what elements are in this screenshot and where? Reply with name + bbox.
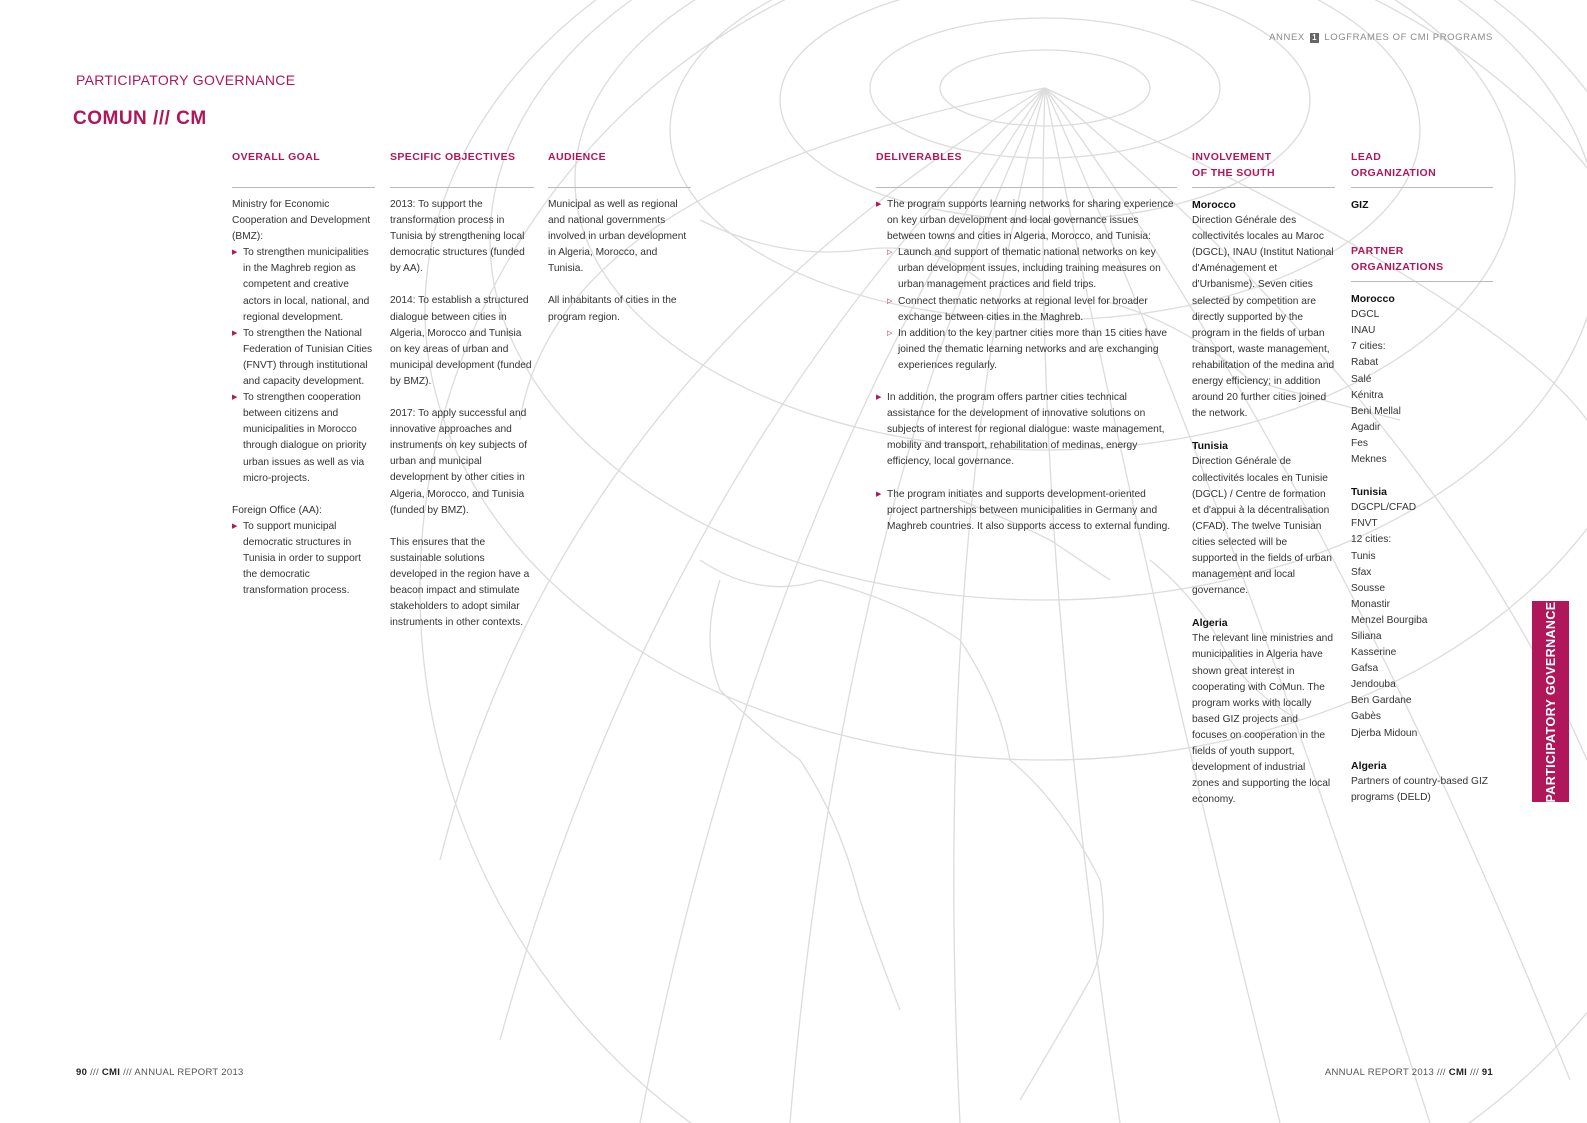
partner-heading [1351, 243, 1493, 275]
partner-country-tunisia: Tunisia [1351, 486, 1387, 499]
footer-text-right: ANNUAL REPORT 2013 [1324, 1067, 1435, 1078]
column-rule [232, 187, 375, 188]
overall-goal-column [232, 149, 375, 599]
lead-heading-line2: ORGANIZATION [1351, 167, 1437, 179]
annex-header [1269, 32, 1493, 43]
list-item: ▶ To strengthen cooperation between citizens and municipalities in Morocco through dialogue on priority urban issues as well as via micro-projects. [232, 390, 375, 487]
partner-country-algeria: Algeria [1351, 759, 1387, 772]
column-rule [1351, 281, 1493, 282]
audience-heading: AUDIENCE [548, 151, 607, 163]
deliverables-sublist [887, 245, 1177, 374]
deliverables-column [876, 149, 1177, 535]
partner-country-morocco: Morocco [1351, 293, 1395, 306]
footer-left-folio: 90 /// CMI /// ANNUAL REPORT 2013 [76, 1067, 244, 1078]
list-item: Fes [1351, 437, 1368, 449]
partner-list-morocco [1351, 307, 1493, 468]
deliverables-list [876, 197, 1177, 374]
list-item: ▶ The program initiates and supports development-oriented project partnerships between municipalities in Germany and Maghreb countries. It also supports access to external funding. [876, 487, 1177, 535]
list-item: ▶ To strengthen the National Federation of Tunisian Cities (FNVT) through institutional and capacity development. [232, 326, 375, 390]
column-rule [548, 187, 691, 188]
country-label-morocco: Morocco [1192, 199, 1236, 211]
objective-paragraph: This ensures that the sustainable solutions developed in the region have a beacon impact and stimulate stakeholders to adopt similar instruments in other contexts. [390, 536, 530, 629]
objective-paragraph: 2017: To apply successful and innovative approaches and instruments on key subjects of urban and municipal development by other cities in Algeria, Morocco, and Tunisia (funded by BMZ). [390, 408, 528, 516]
sub-list-item: ▷ Connect thematic networks at regional level for broader exchange between cities in the Maghreb. [887, 294, 1177, 326]
footer-brand-left: CMI [101, 1067, 121, 1078]
specific-objectives-column [390, 149, 534, 647]
involvement-heading [1192, 149, 1335, 181]
overall-goal-intro: Ministry for Economic Cooperation and Development (BMZ): [232, 199, 371, 243]
country-text-tunisia: Direction Générale de collectivités locales en Tunisie (DGCL) / Centre de formation et d'appui à la décentralisation (CFAD). The twelve Tunisian cities selected will be supported in the fields of urban management and local governance. [1192, 456, 1332, 597]
list-item: Gabès [1351, 711, 1382, 723]
list-item: DGCPL/CFAD [1351, 502, 1417, 514]
section-label: PARTICIPATORY GOVERNANCE [76, 72, 296, 88]
column-rule [876, 187, 1177, 188]
list-item: Kénitra [1351, 389, 1384, 401]
country-label-tunisia: Tunisia [1192, 440, 1228, 453]
list-item: Rabat [1351, 357, 1379, 369]
deliverables-list-3 [876, 487, 1177, 535]
list-item: DGCL [1351, 309, 1380, 321]
annex-number-badge: 1 [1312, 33, 1318, 42]
list-item: Siliana [1351, 630, 1382, 642]
list-item: FNVT [1351, 518, 1378, 530]
country-text-morocco: Direction Générale des collectivités locales au Maroc (DGCL), INAU (Institut National d'Aménagement et d'Urbanisme). Seven cities selected by competition are directly supported by the program in the fields of urban transport, waste management, rehabilitation of the medina and energy efficiency; in addition around 20 further cities joined the network. [1192, 215, 1335, 420]
list-item: Sousse [1351, 582, 1385, 594]
list-item [876, 197, 1177, 374]
involvement-column [1192, 149, 1335, 824]
country-label-algeria: Algeria [1192, 617, 1228, 630]
list-item: Sfax [1351, 566, 1372, 578]
sub-list-item: ▷ In addition to the key partner cities more than 15 cities have joined the thematic learning networks and are exchanging experiences regularly. [887, 326, 1177, 374]
partner-heading-line1: PARTNER [1351, 245, 1404, 258]
lead-organization-column [1351, 149, 1493, 806]
lead-organization-value: GIZ [1351, 199, 1369, 211]
list-item: Jendouba [1351, 679, 1396, 691]
column-rule [1192, 187, 1335, 188]
lead-heading [1351, 149, 1493, 181]
list-item: Ben Gardane [1351, 695, 1412, 707]
audience-paragraph: Municipal as well as regional and national governments involved in urban development in Algeria, Morocco, and Tunisia. [548, 199, 687, 275]
overall-goal-intro-2: Foreign Office (AA): [232, 504, 322, 516]
side-section-tab-label: PARTICIPATORY GOVERNANCE [1543, 600, 1558, 803]
audience-column [548, 149, 691, 342]
list-item: Tunis [1351, 550, 1376, 562]
objective-paragraph: 2013: To support the transformation process in Tunisia by strengthening local democratic structures (funded by AA). [390, 199, 525, 275]
list-item: 12 cities: [1351, 534, 1392, 546]
partner-list-tunisia [1351, 500, 1493, 741]
column-rule [390, 187, 534, 188]
list-item: Salé [1351, 373, 1372, 385]
list-item: Monastir [1351, 598, 1391, 610]
page-number-right: 91 [1481, 1067, 1493, 1078]
annex-label: ANNEX [1269, 32, 1305, 43]
objective-paragraph: 2014: To establish a structured dialogue between cities in Algeria, Morocco and Tunisia on key areas of urban and municipal development (funded by BMZ). [390, 295, 532, 387]
partner-text-algeria: Partners of country-based GIZ programs (DELD) [1351, 775, 1489, 803]
overall-goal-heading: OVERALL GOAL [232, 151, 321, 163]
partner-heading-line2: ORGANIZATIONS [1351, 261, 1444, 274]
country-text-algeria: The relevant line ministries and municipalities in Algeria have shown great interest in cooperating with CoMun. The program works with locally based GIZ projects and focuses on cooperation in the fields of youth support, development of industrial zones and supporting the local economy. [1192, 633, 1333, 806]
program-title: COMUN /// CM [73, 108, 207, 129]
list-item: Beni Mellal [1351, 405, 1401, 417]
involvement-heading-line2: OF THE SOUTH [1192, 167, 1275, 179]
list-item: INAU [1351, 325, 1376, 337]
deliverable-text: The program supports learning networks for sharing experience on key urban development and local governance issues between towns and cities in Algeria, Morocco, and Tunisia: [887, 199, 1174, 243]
deliverables-heading: DELIVERABLES [876, 151, 962, 163]
overall-goal-list [232, 245, 375, 486]
deliverables-list-2 [876, 390, 1177, 470]
page-number-left: 90 [76, 1067, 88, 1078]
footer-right-folio: ANNUAL REPORT 2013 /// CMI /// 91 [1324, 1067, 1493, 1078]
list-item: Kasserine [1351, 647, 1397, 659]
column-rule [1351, 187, 1493, 188]
footer-text-left: ANNUAL REPORT 2013 [134, 1067, 244, 1078]
list-item: Gafsa [1351, 663, 1379, 675]
list-item: ▶ To support municipal democratic structures in Tunisia in order to support the democratic transformation process. [232, 519, 375, 599]
list-item: ▶ To strengthen municipalities in the Maghreb region as competent and creative actors in local, national, and regional development. [232, 245, 375, 325]
lead-heading-line1: LEAD [1351, 151, 1382, 163]
list-item: Djerba Midoun [1351, 727, 1418, 739]
list-item: 7 cities: [1351, 341, 1386, 353]
list-item: Agadir [1351, 421, 1381, 433]
annex-title: LOGFRAMES OF CMI PROGRAMS [1324, 32, 1493, 43]
list-item: ▶ In addition, the program offers partner cities technical assistance for the development of innovative solutions on subjects of interest for regional dialogue: waste management, mobility and transport, rehabilitation of medinas, energy efficiency, local governance. [876, 390, 1177, 470]
side-section-tab [1532, 601, 1569, 802]
list-item: Menzel Bourgiba [1351, 614, 1428, 626]
list-item: Meknes [1351, 454, 1387, 466]
footer-brand-right: CMI [1448, 1067, 1468, 1078]
overall-goal-list-2 [232, 519, 375, 599]
involvement-heading-line1: INVOLVEMENT [1192, 151, 1272, 163]
audience-paragraph: All inhabitants of cities in the program region. [548, 295, 677, 323]
sub-list-item: ▷ Launch and support of thematic national networks on key urban development issues, including training measures on urban management practices and field trips. [887, 245, 1177, 293]
specific-objectives-heading: SPECIFIC OBJECTIVES [390, 151, 516, 163]
